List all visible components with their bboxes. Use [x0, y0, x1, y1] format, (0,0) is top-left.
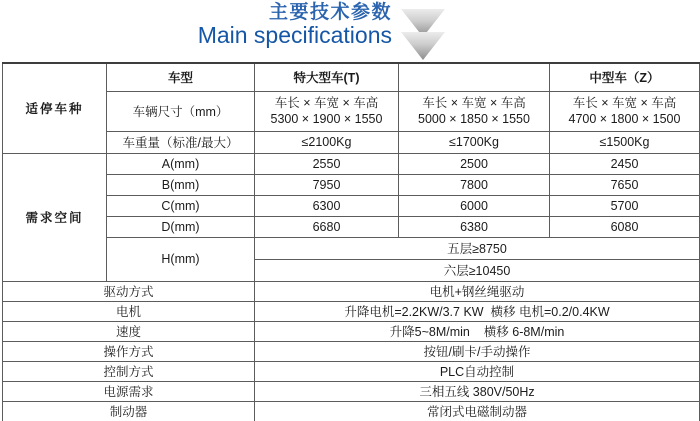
cell-b-m: 7800	[399, 174, 550, 195]
specifications-table	[2, 62, 700, 421]
spec-value-cell: 三相五线 380V/50Hz	[255, 381, 700, 401]
cell-b-t: 7950	[255, 174, 399, 195]
cell-c-m: 6000	[399, 195, 550, 216]
cell-d-m: 6380	[399, 216, 550, 237]
spec-label-cell: 操作方式	[3, 341, 255, 361]
cell-size-t	[255, 91, 399, 131]
cell-b-z: 7650	[550, 174, 700, 195]
page-title-zh: 主要技术参数	[268, 2, 392, 23]
cell-type-middle	[399, 63, 550, 91]
row-space-h-five	[3, 237, 700, 259]
cell-c-t: 6300	[255, 195, 399, 216]
cell-size-m	[399, 91, 550, 131]
cell-type-label: 车型	[107, 63, 255, 91]
cell-d-t: 6680	[255, 216, 399, 237]
spec-value-cell: 按钮/刷卡/手动操作	[255, 341, 700, 361]
spec-label-cell: 控制方式	[3, 361, 255, 381]
size-formula: 车长 × 车宽 × 车高	[422, 95, 526, 110]
cell-type-medium: 中型车（Z）	[550, 63, 700, 91]
spec-label-cell: 电机	[3, 301, 255, 321]
row-speed	[3, 321, 700, 341]
sidebar-required-space: 需求空间	[3, 153, 107, 281]
row-motor	[3, 301, 700, 321]
spec-label-cell: 驱动方式	[3, 281, 255, 301]
page-title	[198, 2, 392, 49]
chevron-down-icon	[401, 32, 445, 60]
row-space-d	[3, 216, 700, 237]
size-value: 5300 × 1900 × 1550	[270, 112, 383, 126]
row-vehicle-size	[3, 91, 700, 131]
cell-d-label: D(mm)	[107, 216, 255, 237]
cell-h-label: H(mm)	[107, 237, 255, 281]
cell-size-z	[550, 91, 700, 131]
cell-type-extra-large: 特大型车(T)	[255, 63, 399, 91]
spec-label-cell: 电源需求	[3, 381, 255, 401]
row-vehicle-type	[3, 63, 700, 91]
cell-c-z: 5700	[550, 195, 700, 216]
cell-h-six-levels: 六层≥10450	[255, 259, 700, 281]
size-formula: 车长 × 车宽 × 车高	[572, 95, 677, 110]
cell-b-label: B(mm)	[107, 174, 255, 195]
cell-weight-m: ≤1700Kg	[399, 131, 550, 153]
cell-size-label: 车辆尺寸（mm）	[107, 91, 255, 131]
page-title-en: Main specifications	[197, 22, 392, 49]
cell-weight-label: 车重量（标准/最大）	[107, 131, 255, 153]
cell-a-t: 2550	[255, 153, 399, 174]
spec-value-cell: 升降电机=2.2KW/3.7 KW 横移 电机=0.2/0.4KW	[255, 301, 700, 321]
spec-value-cell: 电机+钢丝绳驱动	[255, 281, 700, 301]
cell-h-five-levels: 五层≥8750	[255, 237, 700, 259]
cell-weight-t: ≤2100Kg	[255, 131, 399, 153]
spec-value-cell: PLC自动控制	[255, 361, 700, 381]
page-header	[0, 0, 700, 62]
row-space-a	[3, 153, 700, 174]
spec-value-cell: 升降5~8M/min 横移 6-8M/min	[255, 321, 700, 341]
row-vehicle-weight	[3, 131, 700, 153]
row-space-b	[3, 174, 700, 195]
spec-value-cell: 常闭式电磁制动器	[255, 401, 700, 421]
row-power-requirement	[3, 381, 700, 401]
row-brake	[3, 401, 700, 421]
row-operation-mode	[3, 341, 700, 361]
size-formula: 车长 × 车宽 × 车高	[274, 95, 379, 110]
double-chevron-down-icon	[401, 9, 445, 62]
size-value: 4700 × 1800 × 1500	[568, 112, 681, 126]
spec-label-cell: 速度	[3, 321, 255, 341]
cell-a-m: 2500	[399, 153, 550, 174]
size-value: 5000 × 1850 × 1550	[418, 112, 530, 126]
cell-weight-z: ≤1500Kg	[550, 131, 700, 153]
sidebar-vehicle-types: 适停车种	[3, 63, 107, 153]
cell-a-z: 2450	[550, 153, 700, 174]
cell-a-label: A(mm)	[107, 153, 255, 174]
row-control-mode	[3, 361, 700, 381]
cell-d-z: 6080	[550, 216, 700, 237]
row-space-c	[3, 195, 700, 216]
row-drive-mode	[3, 281, 700, 301]
cell-c-label: C(mm)	[107, 195, 255, 216]
spec-label-cell: 制动器	[3, 401, 255, 421]
